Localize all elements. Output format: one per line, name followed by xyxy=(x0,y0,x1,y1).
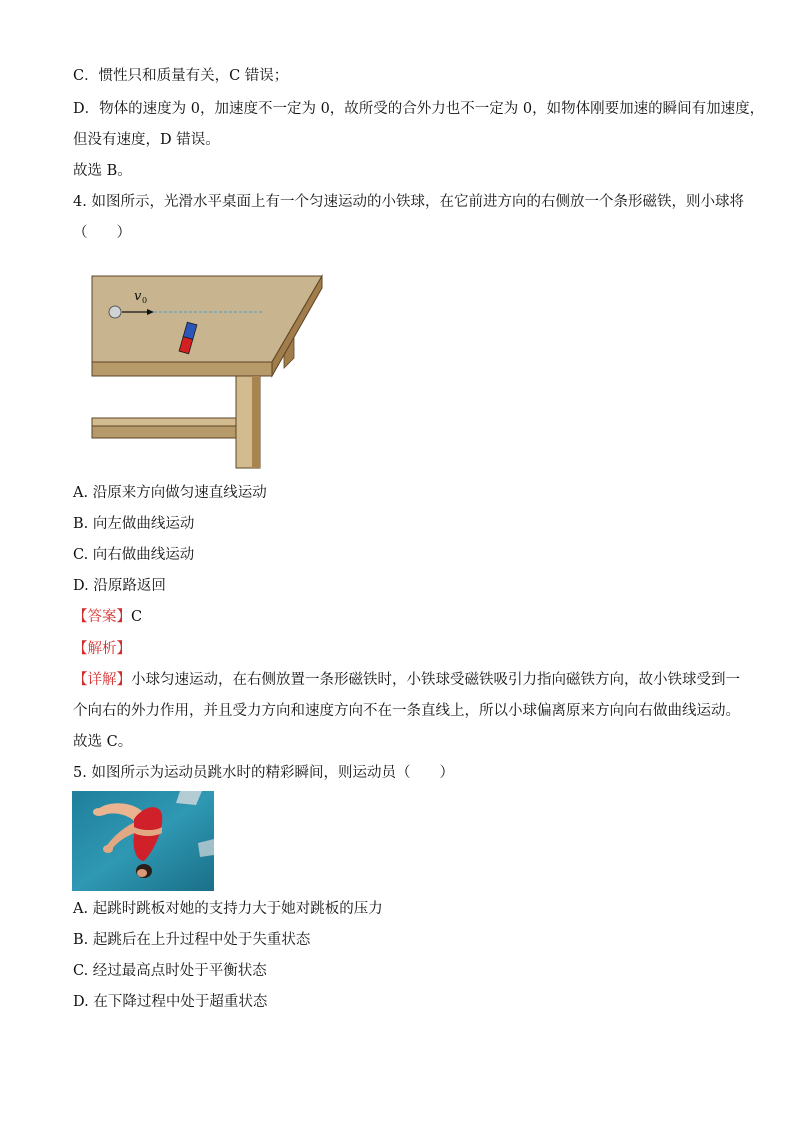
q5-option-d: D. 在下降过程中处于超重状态 xyxy=(73,994,268,1010)
q4-detail-line2: 个向右的外力作用，并且受力方向和速度方向不在一条直线上，所以小球偏离原来方向向右做曲线运动。 xyxy=(73,703,740,719)
answer-value: C xyxy=(131,609,143,625)
q4-figure-table xyxy=(88,272,328,472)
q5-figure-diver-photo xyxy=(72,791,214,891)
detail-text-1: 小球匀速运动，在右侧放置一条形磁铁时，小铁球受磁铁吸引力指向磁铁方向，故小铁球受到一 xyxy=(131,672,740,688)
q4-option-c: C. 向右做曲线运动 xyxy=(73,547,195,563)
q4-option-b: B. 向左做曲线运动 xyxy=(73,516,195,532)
q4-answer xyxy=(73,608,142,626)
prev-option-d-line1: D．物体的速度为 0，加速度不一定为 0，故所受的合外力也不一定为 0，如物体刚要加速的瞬间有加速度， xyxy=(73,101,765,117)
q5-option-c: C. 经过最高点时处于平衡状态 xyxy=(73,963,267,979)
q4-analysis xyxy=(73,640,131,658)
prev-conclusion: 故选 B。 xyxy=(73,163,132,179)
q4-stem-line1: 4. 如图所示，光滑水平桌面上有一个匀速运动的小铁球，在它前进方向的右侧放一个条形磁铁，则小球将 xyxy=(73,194,744,210)
analysis-bracket: 【解析】 xyxy=(73,641,131,657)
q5-stem: 5. 如图所示为运动员跳水时的精彩瞬间，则运动员（ ） xyxy=(73,765,454,781)
velocity-label: v xyxy=(134,289,142,304)
q4-option-a: A. 沿原来方向做匀速直线运动 xyxy=(73,485,267,501)
answer-bracket: 【答案】 xyxy=(73,609,131,625)
q4-stem-line2: （ ） xyxy=(73,225,131,241)
prev-option-c: C．惯性只和质量有关，C 错误； xyxy=(73,68,289,84)
q4-conclusion: 故选 C。 xyxy=(73,734,133,750)
q4-option-d: D. 沿原路返回 xyxy=(73,578,166,594)
velocity-subscript: 0 xyxy=(142,296,148,305)
q4-detail-line1 xyxy=(73,671,740,689)
q5-option-b: B. 起跳后在上升过程中处于失重状态 xyxy=(73,932,311,948)
detail-bracket: 【详解】 xyxy=(73,672,131,688)
q5-option-a: A. 起跳时跳板对她的支持力大于她对跳板的压力 xyxy=(73,901,383,917)
prev-option-d-line2: 但没有速度，D 错误。 xyxy=(73,132,220,148)
